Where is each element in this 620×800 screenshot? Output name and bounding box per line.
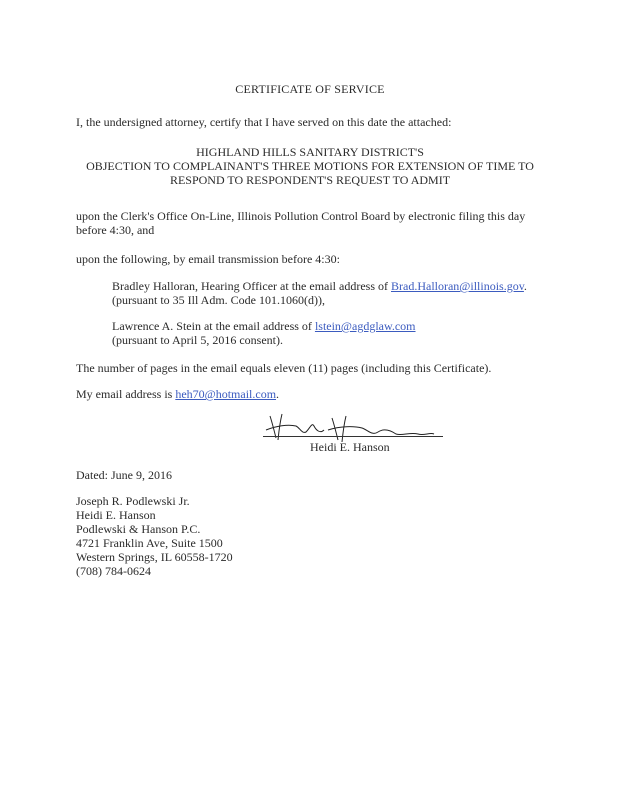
my-email-line	[76, 387, 279, 401]
following-line: upon the following, by email transmission before 4:30:	[76, 252, 340, 266]
address-line-1: Joseph R. Podlewski Jr.	[76, 494, 190, 508]
recipient-2-line-2: (pursuant to April 5, 2016 consent).	[112, 333, 283, 347]
recipient-2-name: Lawrence A. Stein at the email address of	[112, 319, 315, 333]
recipient-2-line-1	[112, 319, 416, 333]
address-line-6: (708) 784-0624	[76, 564, 151, 578]
document-title-line-2: OBJECTION TO COMPLAINANT'S THREE MOTIONS FOR EXTENSION OF TIME TO	[86, 159, 534, 173]
address-line-4: 4721 Franklin Ave, Suite 1500	[76, 536, 223, 550]
signature-line	[263, 436, 443, 437]
my-email-link[interactable]: heh70@hotmail.com	[175, 387, 277, 401]
recipient-1-name: Bradley Halloran, Hearing Officer at the email address of	[112, 279, 391, 293]
certify-line: I, the undersigned attorney, certify that I have served on this date the attached:	[76, 115, 452, 129]
address-line-3: Podlewski & Hanson P.C.	[76, 522, 201, 536]
pages-line: The number of pages in the email equals eleven (11) pages (including this Certificate).	[76, 361, 492, 375]
my-email-prefix: My email address is	[76, 387, 176, 401]
page-title: CERTIFICATE OF SERVICE	[235, 82, 385, 96]
document-title-line-1: HIGHLAND HILLS SANITARY DISTRICT'S	[196, 145, 424, 159]
recipient-1-email-link[interactable]: Brad.Halloran@illinois.gov	[391, 279, 524, 293]
recipient-2-email-link[interactable]: lstein@agdglaw.com	[314, 319, 416, 333]
address-line-2: Heidi E. Hanson	[76, 508, 156, 522]
dated-line: Dated: June 9, 2016	[76, 468, 172, 482]
recipient-1-suffix: .	[523, 279, 527, 293]
signatory-name: Heidi E. Hanson	[310, 440, 390, 454]
clerk-line-2: before 4:30, and	[76, 223, 155, 237]
address-line-5: Western Springs, IL 60558-1720	[76, 550, 233, 564]
document-title-line-3: RESPOND TO RESPONDENT'S REQUEST TO ADMIT	[169, 173, 451, 187]
recipient-1-line-1	[112, 279, 527, 293]
clerk-line-1: upon the Clerk's Office On-Line, Illinois Pollution Control Board by electronic filing this day	[76, 209, 526, 223]
my-email-suffix: .	[276, 387, 280, 401]
recipient-1-line-2: (pursuant to 35 Ill Adm. Code 101.1060(d)),	[112, 293, 325, 307]
